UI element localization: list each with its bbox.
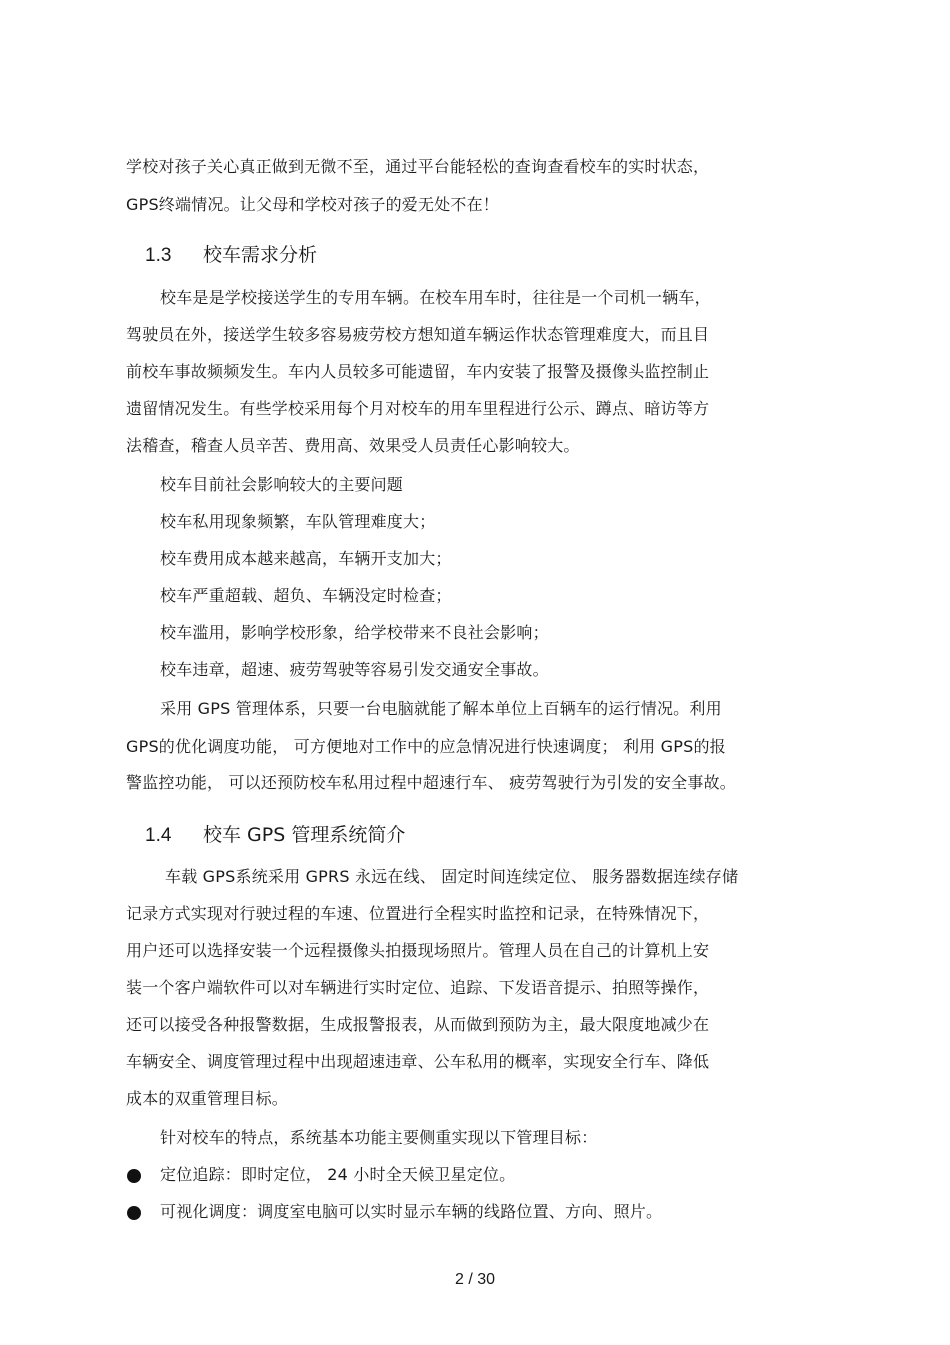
paragraph-line: 记录方式实现对行驶过程的车速、位置进行全程实时监控和记录，在特殊情况下， bbox=[126, 904, 710, 923]
problem-item: 校车违章，超速、疲劳驾驶等容易引发交通安全事故。 bbox=[160, 660, 549, 679]
paragraph-line: 法稽查，稽查人员辛苦、费用高、效果受人员责任心影响较大。 bbox=[126, 436, 580, 455]
paragraph-line: 还可以接受各种报警数据，生成报警报表，从而做到预防为主，最大限度地减少在 bbox=[126, 1015, 710, 1034]
bullet-dot-icon bbox=[127, 1206, 141, 1220]
paragraph-line: 车载 GPS系统采用 GPRS 永远在线、 固定时间连续定位、 服务器数据连续存储 bbox=[165, 867, 739, 886]
bullet-item: 可视化调度：调度室电脑可以实时显示车辆的线路位置、方向、照片。 bbox=[160, 1202, 663, 1221]
bullet-item: 定位追踪：即时定位， 24 小时全天候卫星定位。 bbox=[160, 1165, 516, 1184]
paragraph-line: 校车是是学校接送学生的专用车辆。在校车用车时，往往是一个司机一辆车， bbox=[160, 288, 711, 307]
paragraph-line: 前校车事故频频发生。车内人员较多可能遗留，车内安装了报警及摄像头监控制止 bbox=[126, 362, 710, 381]
intro-line: GPS终端情况。让父母和学校对孩子的爱无处不在！ bbox=[126, 195, 500, 214]
paragraph-line: 成本的双重管理目标。 bbox=[126, 1089, 289, 1108]
problems-title: 校车目前社会影响较大的主要问题 bbox=[160, 475, 404, 494]
section-heading-1-4 bbox=[145, 822, 405, 849]
paragraph-line: 用户还可以选择安装一个远程摄像头拍摄现场照片。管理人员在自己的计算机上安 bbox=[126, 941, 710, 960]
problem-item: 校车严重超载、超负、车辆没定时检查； bbox=[160, 586, 452, 605]
section-title: 校车 GPS 管理系统简介 bbox=[203, 824, 406, 846]
intro-line: 学校对孩子关心真正做到无微不至，通过平台能轻松的查询查看校车的实时状态， bbox=[126, 157, 710, 176]
paragraph-line: 装一个客户端软件可以对车辆进行实时定位、追踪、下发语音提示、拍照等操作， bbox=[126, 978, 710, 997]
section-number: 1.3 bbox=[145, 245, 172, 266]
bullet-dot-icon bbox=[127, 1169, 141, 1183]
paragraph-line: 驾驶员在外，接送学生较多容易疲劳校方想知道车辆运作状态管理难度大，而且目 bbox=[126, 325, 710, 344]
page-number: 2 / 30 bbox=[454, 1271, 496, 1288]
problem-item: 校车费用成本越来越高，车辆开支加大； bbox=[160, 549, 452, 568]
section-title: 校车需求分析 bbox=[203, 244, 318, 266]
gps-paragraph-line: 采用 GPS 管理体系，只要一台电脑就能了解本单位上百辆车的运行情况。利用 bbox=[160, 699, 722, 718]
paragraph-line: 车辆安全、调度管理过程中出现超速违章、公车私用的概率，实现安全行车、降低 bbox=[126, 1052, 710, 1071]
section-heading-1-3 bbox=[145, 242, 317, 269]
problem-item: 校车滥用，影响学校形象，给学校带来不良社会影响； bbox=[160, 623, 549, 642]
paragraph-line: 遗留情况发生。有些学校采用每个月对校车的用车里程进行公示、蹲点、暗访等方 bbox=[126, 399, 710, 418]
gps-paragraph-line: 警监控功能， 可以还预防校车私用过程中超速行车、 疲劳驾驶行为引发的安全事故。 bbox=[126, 773, 736, 792]
problem-item: 校车私用现象频繁，车队管理难度大； bbox=[160, 512, 436, 531]
section-number: 1.4 bbox=[145, 825, 172, 846]
targets-intro: 针对校车的特点，系统基本功能主要侧重实现以下管理目标： bbox=[160, 1128, 598, 1147]
gps-paragraph-line: GPS的优化调度功能， 可方便地对工作中的应急情况进行快速调度； 利用 GPS的报 bbox=[126, 737, 726, 756]
